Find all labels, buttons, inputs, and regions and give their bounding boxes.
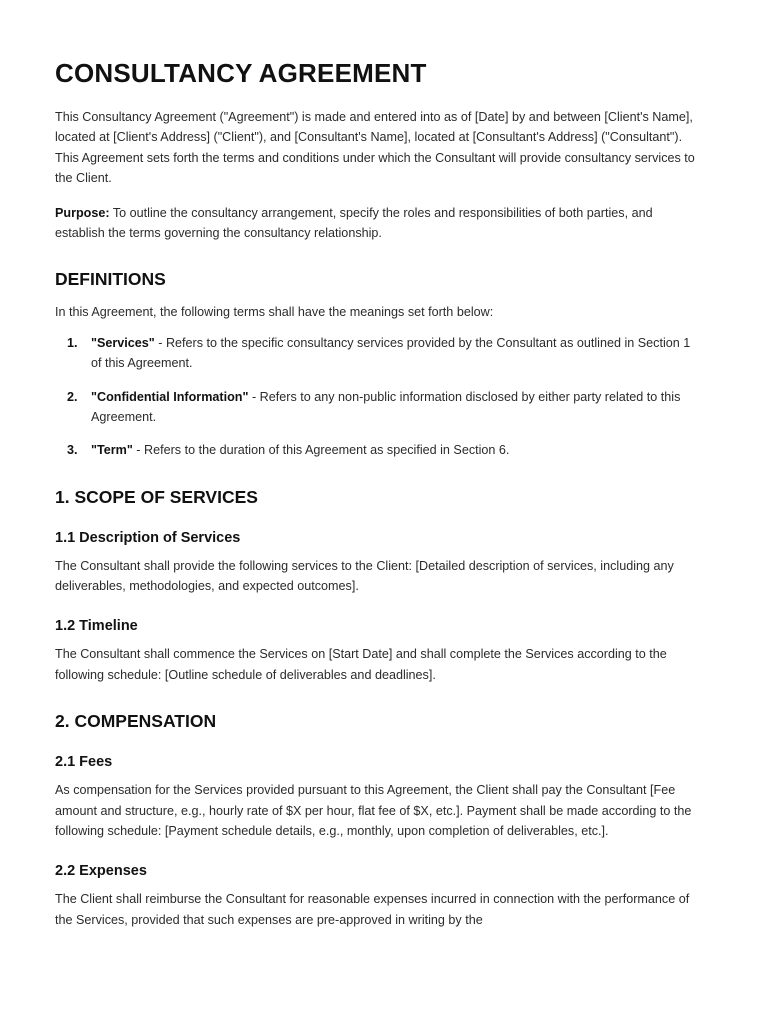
list-item (91, 333, 698, 374)
definitions-lead-in: In this Agreement, the following terms shall have the meanings set forth below: (55, 305, 494, 320)
intro-block (55, 107, 698, 243)
section-1-2-text: The Consultant shall commence the Services on [Start Date] and shall complete the Services according to the following schedule: [Outline schedule of deliverables and deadlines]. (55, 647, 667, 682)
list-item (91, 440, 698, 460)
definition-term: "Services" (91, 335, 155, 350)
list-item (91, 387, 698, 428)
definition-term: "Term" (91, 443, 133, 458)
section-2-2-text: The Client shall reimburse the Consultant for reasonable expenses incurred in connection with the performance of the Services, provided that such expenses are pre-approved in writing by the (55, 892, 690, 927)
section-1-1-heading: 1.1 Description of Services (55, 529, 241, 546)
definitions-heading: DEFINITIONS (55, 269, 166, 290)
section-1-1-text: The Consultant shall provide the following services to the Client: [Detailed description of services, including any deliverables, methodologies, and expected outcomes]. (55, 558, 674, 594)
intro-paragraph: This Consultancy Agreement ("Agreement") is made and entered into as of [Date] by and between [Client's Name], located at [Client's Address] ("Client"), and [Consultant's Name], located at [Consultant's Address] ("Consultant"). This Agreement sets forth the terms and conditions under which the Consultant will provide consultancy services to the Client. (55, 110, 695, 186)
section-2-2-heading: 2.2 Expenses (55, 863, 147, 880)
purpose-text: To outline the consultancy arrangement, specify the roles and responsibilities of both parties, and establish the terms governing the consultancy relationship. (55, 205, 653, 240)
section-2-1-text: As compensation for the Services provided pursuant to this Agreement, the Client shall pay the Consultant [Fee amount and structure, e.g., hourly rate of $X per hour, flat fee of $X, etc.]. Payment shall be made according to the following schedule: [Payment schedule details, e.g., monthly, upon completion of deliverables, etc.]. (55, 783, 692, 839)
purpose-label: Purpose: (55, 205, 110, 220)
section-2-heading: 2. COMPENSATION (55, 711, 217, 732)
page-title: CONSULTANCY AGREEMENT (55, 58, 427, 88)
purpose-paragraph (55, 203, 698, 244)
section-1-heading: 1. SCOPE OF SERVICES (55, 486, 258, 507)
definition-text: - Refers to the duration of this Agreement as specified in Section 6. (132, 443, 510, 458)
definitions-list (55, 333, 698, 461)
definition-term: "Confidential Information" (91, 389, 249, 404)
definition-text: - Refers to the specific consultancy services provided by the Consultant as outlined in Section 1 of this Agreement. (91, 335, 691, 371)
section-1-2-heading: 1.2 Timeline (55, 618, 138, 635)
definition-text: - Refers to any non-public information disclosed by either party related to this Agreement. (91, 389, 681, 424)
section-2-1-heading: 2.1 Fees (55, 754, 113, 771)
